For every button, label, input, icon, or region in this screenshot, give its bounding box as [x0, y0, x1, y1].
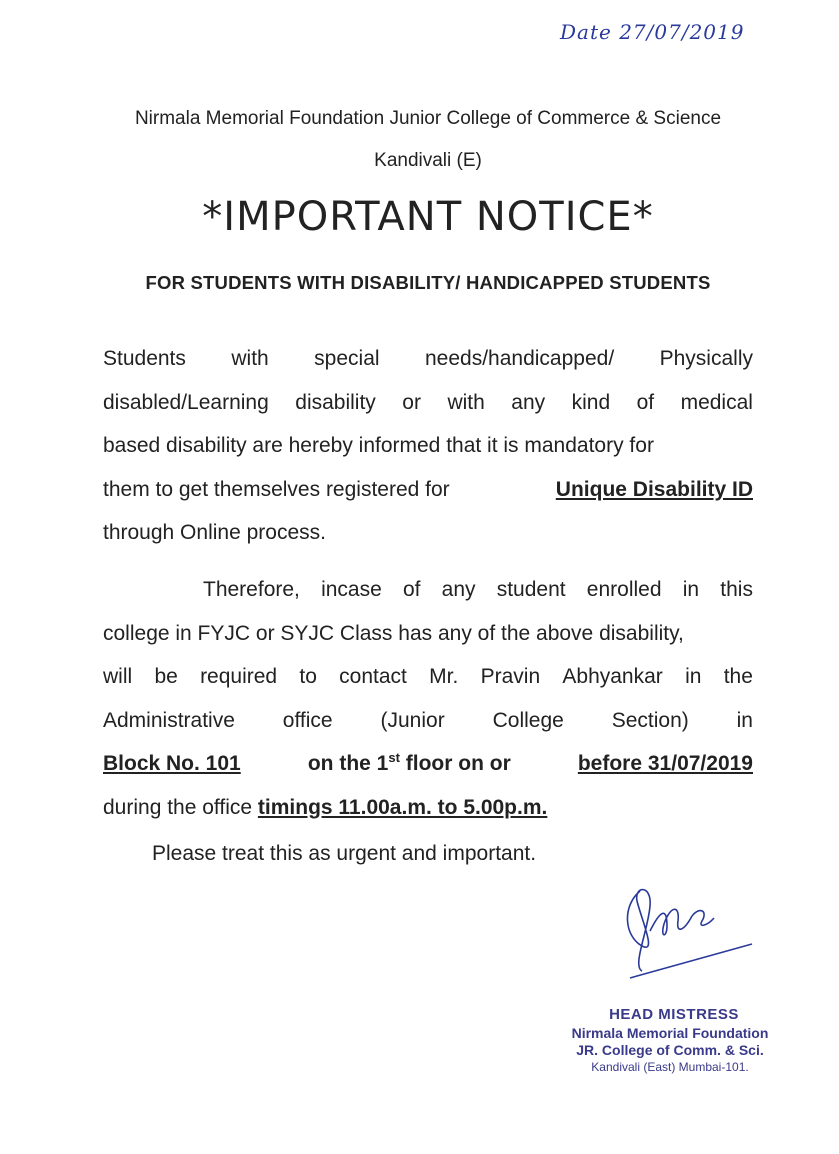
floor-text: on the 1st floor on or [307, 750, 511, 775]
word: needs/handicapped/ [425, 347, 615, 370]
word: Administrative [103, 708, 235, 732]
word: in [682, 578, 700, 601]
paragraph-line [103, 424, 753, 468]
paragraph-line [103, 655, 753, 699]
college-name: Nirmala Memorial Foundation Junior College of Commerce & Science [134, 108, 722, 129]
word: this [720, 578, 753, 601]
word: any [511, 390, 546, 414]
office-timings-emphasis: timings 11.00a.m. to 5.00p.m. [257, 795, 548, 819]
block-number-emphasis: Block No. 101 [103, 752, 241, 775]
paragraph-line [103, 568, 753, 612]
paragraph-line [103, 511, 753, 555]
notice-subtitle: FOR STUDENTS WITH DISABILITY/ HANDICAPPED STUDENTS [145, 272, 711, 293]
paragraph-line [103, 786, 753, 830]
word: to [299, 665, 317, 688]
word: of [402, 578, 421, 601]
word: (Junior [380, 708, 445, 732]
notice-title: *IMPORTANT NOTICE* [202, 194, 654, 240]
paragraph-line [103, 742, 753, 786]
word: any [441, 578, 476, 601]
line-text: them to get themselves registered for [103, 477, 450, 501]
paragraph-line [103, 381, 753, 425]
paragraph-line [103, 337, 753, 381]
paragraph-contact [103, 568, 753, 829]
word: with [447, 390, 485, 414]
handwritten-date: Date 27/07/2019 [560, 20, 745, 44]
word: disability [295, 390, 376, 414]
word: Section) [611, 708, 689, 732]
word: College [492, 708, 564, 732]
word: in [736, 708, 753, 732]
word: of [636, 390, 655, 414]
word: Therefore, [203, 578, 300, 601]
word: student [496, 578, 566, 601]
word: or [402, 390, 421, 414]
word: Physically [659, 347, 753, 370]
stamp-organization: Nirmala Memorial Foundation [571, 1025, 769, 1041]
word: Students [103, 347, 186, 370]
stamp-address: Kandivali (East) Mumbai-101. [591, 1060, 749, 1074]
word: enrolled [586, 578, 662, 601]
word: office [282, 708, 333, 732]
word: medical [680, 390, 753, 414]
word: be [154, 665, 178, 688]
word: Pravin [480, 665, 541, 688]
word: special [314, 347, 380, 370]
signature-image [612, 876, 762, 986]
stamp-college: JR. College of Comm. & Sci. [576, 1042, 764, 1058]
stamp-role: HEAD MISTRESS [609, 1006, 739, 1023]
paragraph-registration [103, 337, 753, 555]
word: kind [571, 390, 611, 414]
line-text: based disability are hereby informed that it is mandatory for [103, 434, 654, 457]
line-text: college in FYJC or SYJC Class has any of the above disability, [103, 621, 684, 645]
word: in [685, 665, 702, 688]
word: required [200, 665, 278, 688]
line-text: during the office [103, 795, 253, 819]
word: will [103, 665, 133, 688]
word: Mr. [429, 665, 459, 688]
paragraph-line [103, 612, 753, 656]
college-location: Kandivali (E) [374, 150, 482, 171]
word: incase [321, 578, 382, 601]
closing-statement: Please treat this as urgent and important. [152, 842, 537, 865]
official-stamp [540, 1006, 800, 1074]
paragraph-line [103, 468, 753, 512]
paragraph-line [103, 699, 753, 743]
deadline-emphasis: before 31/07/2019 [577, 752, 753, 775]
word: the [723, 665, 753, 688]
word: Abhyankar [562, 665, 663, 688]
word: with [231, 347, 269, 370]
line-text: through Online process. [103, 521, 326, 544]
unique-disability-id-emphasis: Unique Disability ID [555, 477, 753, 501]
word: disabled/Learning [103, 390, 269, 414]
word: contact [339, 665, 407, 688]
